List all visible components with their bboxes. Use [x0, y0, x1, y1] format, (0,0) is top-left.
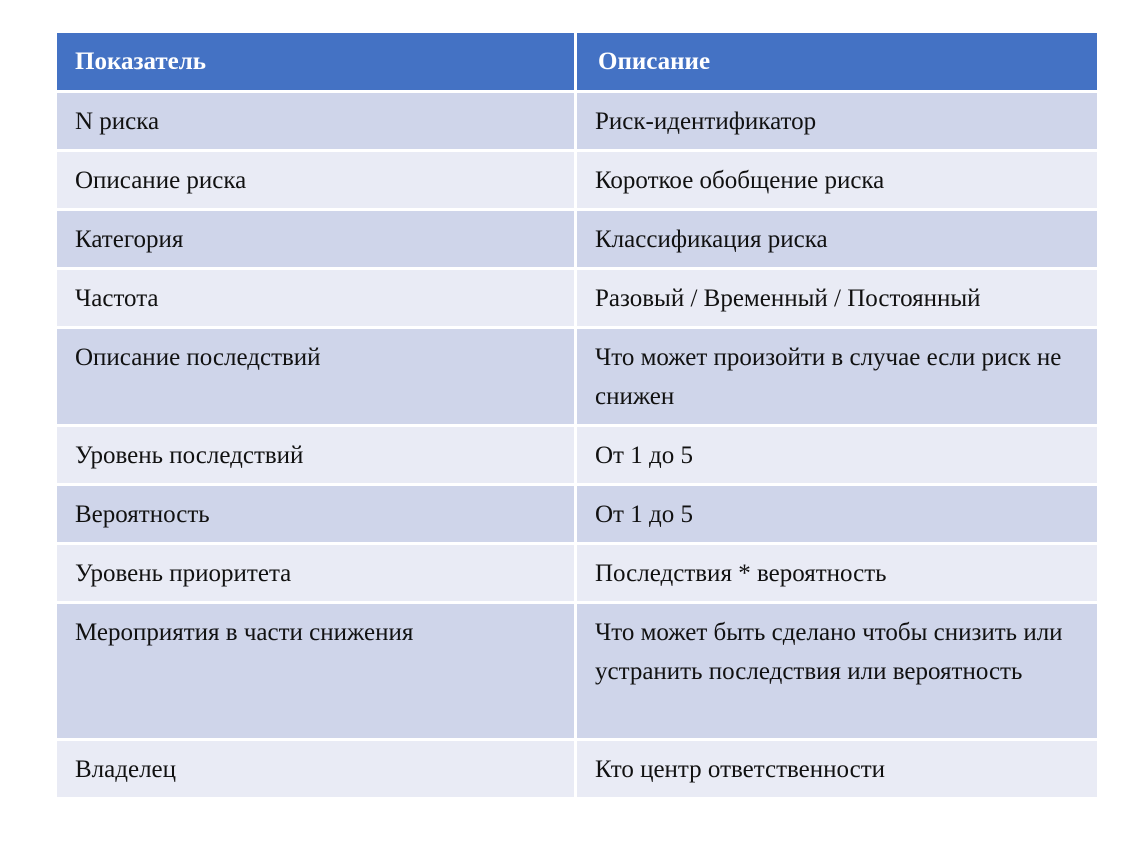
table-row [57, 211, 1097, 267]
description-cell: Короткое обобщение риска [577, 152, 1097, 208]
header-indicator: Показатель [57, 33, 574, 90]
indicator-cell: Мероприятия в части снижения [57, 604, 574, 738]
table-row [57, 270, 1097, 326]
table-row [57, 604, 1097, 738]
indicator-cell: Описание последствий [57, 329, 574, 424]
table-row [57, 329, 1097, 424]
description-cell: Риск-идентификатор [577, 93, 1097, 149]
description-cell: Кто центр ответственности [577, 741, 1097, 797]
table-row [57, 486, 1097, 542]
description-cell: Классификация риска [577, 211, 1097, 267]
indicator-cell: Уровень приоритета [57, 545, 574, 601]
indicator-cell: N риска [57, 93, 574, 149]
indicator-cell: Уровень последствий [57, 427, 574, 483]
risk-register-table [57, 33, 1097, 797]
description-cell: Последствия * вероятность [577, 545, 1097, 601]
description-cell: Разовый / Временный / Постоянный [577, 270, 1097, 326]
indicator-cell: Вероятность [57, 486, 574, 542]
description-cell: Что может произойти в случае если риск не снижен [577, 329, 1097, 424]
description-cell: От 1 до 5 [577, 427, 1097, 483]
table-row [57, 545, 1097, 601]
table-row [57, 741, 1097, 797]
header-description: Описание [577, 33, 1097, 90]
indicator-cell: Описание риска [57, 152, 574, 208]
description-cell: От 1 до 5 [577, 486, 1097, 542]
indicator-cell: Владелец [57, 741, 574, 797]
table-row [57, 93, 1097, 149]
table-row [57, 152, 1097, 208]
indicator-cell: Частота [57, 270, 574, 326]
table-row [57, 427, 1097, 483]
description-cell: Что может быть сделано чтобы снизить или устранить последствия или вероятность [577, 604, 1097, 738]
indicator-cell: Категория [57, 211, 574, 267]
table-header-row [57, 33, 1097, 90]
